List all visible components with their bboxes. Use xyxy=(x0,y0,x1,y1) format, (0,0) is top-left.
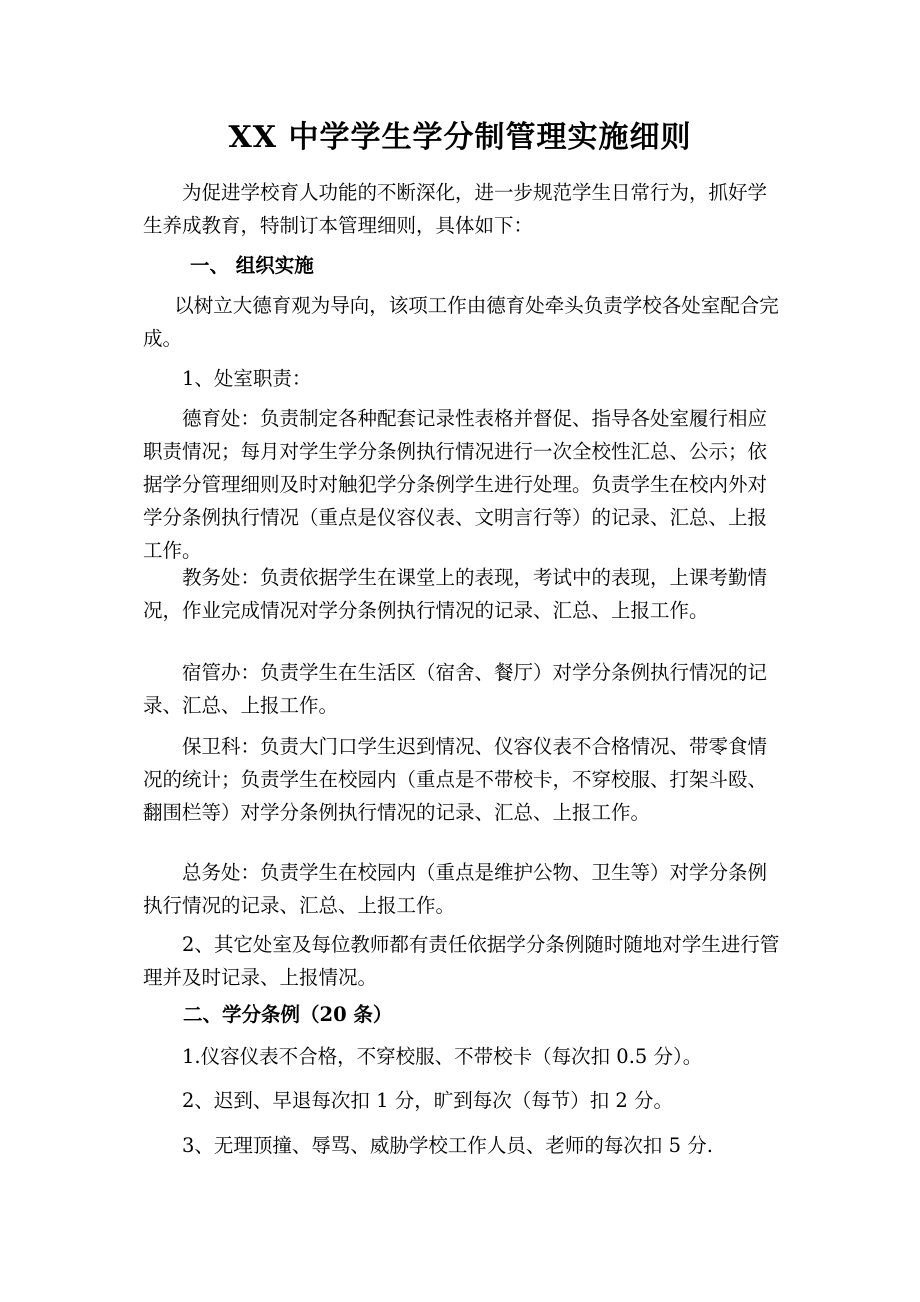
duties-title: 1、处室职责： xyxy=(182,367,312,390)
duty-academic-office: 教务处：负责依据学生在课堂上的表现，考试中的表现，上课考勤情况，作业完成情况对学分条例执行情况的记录、汇总、上报工作。 xyxy=(143,566,768,622)
duty-security-section: 保卫科：负责大门口学生迟到情况、仪容仪表不合格情况、带零食情况的统计；负责学生在校园内（重点是不带校卡，不穿校服、打架斗殴、翻围栏等）对学分条例执行情况的记录、汇总、上报工作。 xyxy=(143,735,768,824)
duty-dormitory-office: 宿管办：负责学生在生活区（宿舍、餐厅）对学分条例执行情况的记录、汇总、上报工作。 xyxy=(143,661,768,717)
duty-general-affairs: 总务处：负责学生在校园内（重点是维护公物、卫生等）对学分条例执行情况的记录、汇总、上报工作。 xyxy=(143,861,768,917)
section1-item2: 2、其它处室及每位教师都有责任依据学分条例随时随地对学生进行管理并及时记录、上报情况。 xyxy=(143,933,780,989)
rule-item: 2、迟到、早退每次扣 1 分，旷到每次（每节）扣 2 分。 xyxy=(182,1089,674,1112)
section1-lead: 以树立大德育观为导向，该项工作由德育处牵头负责学校各处室配合完成。 xyxy=(143,294,779,350)
section1-heading: 一、 组织实施 xyxy=(190,254,314,277)
duty-moral-office: 德育处：负责制定各种配套记录性表格并督促、指导各处室履行相应职责情况；每月对学生学分条例执行情况进行一次全校性汇总、公示；依据学分管理细则及时对触犯学分条例学生进行处理。负责学生在校内外对学分条例执行情况（重点是仪容仪表、文明言行等）的记录、汇总、上报工作。 xyxy=(143,407,768,562)
section2-heading: 二、学分条例（20 条） xyxy=(183,1003,393,1026)
rule-item: 3、无理顶撞、辱骂、威胁学校工作人员、老师的每次扣 5 分. xyxy=(182,1134,713,1157)
rule-item: 1.仪容仪表不合格，不穿校服、不带校卡（每次扣 0.5 分）。 xyxy=(182,1045,703,1068)
document-title: XX 中学学生学分制管理实施细则 xyxy=(228,120,692,155)
intro-paragraph: 为促进学校育人功能的不断深化，进一步规范学生日常行为，抓好学生养成教育，特制订本管理细则，具体如下： xyxy=(143,181,768,237)
